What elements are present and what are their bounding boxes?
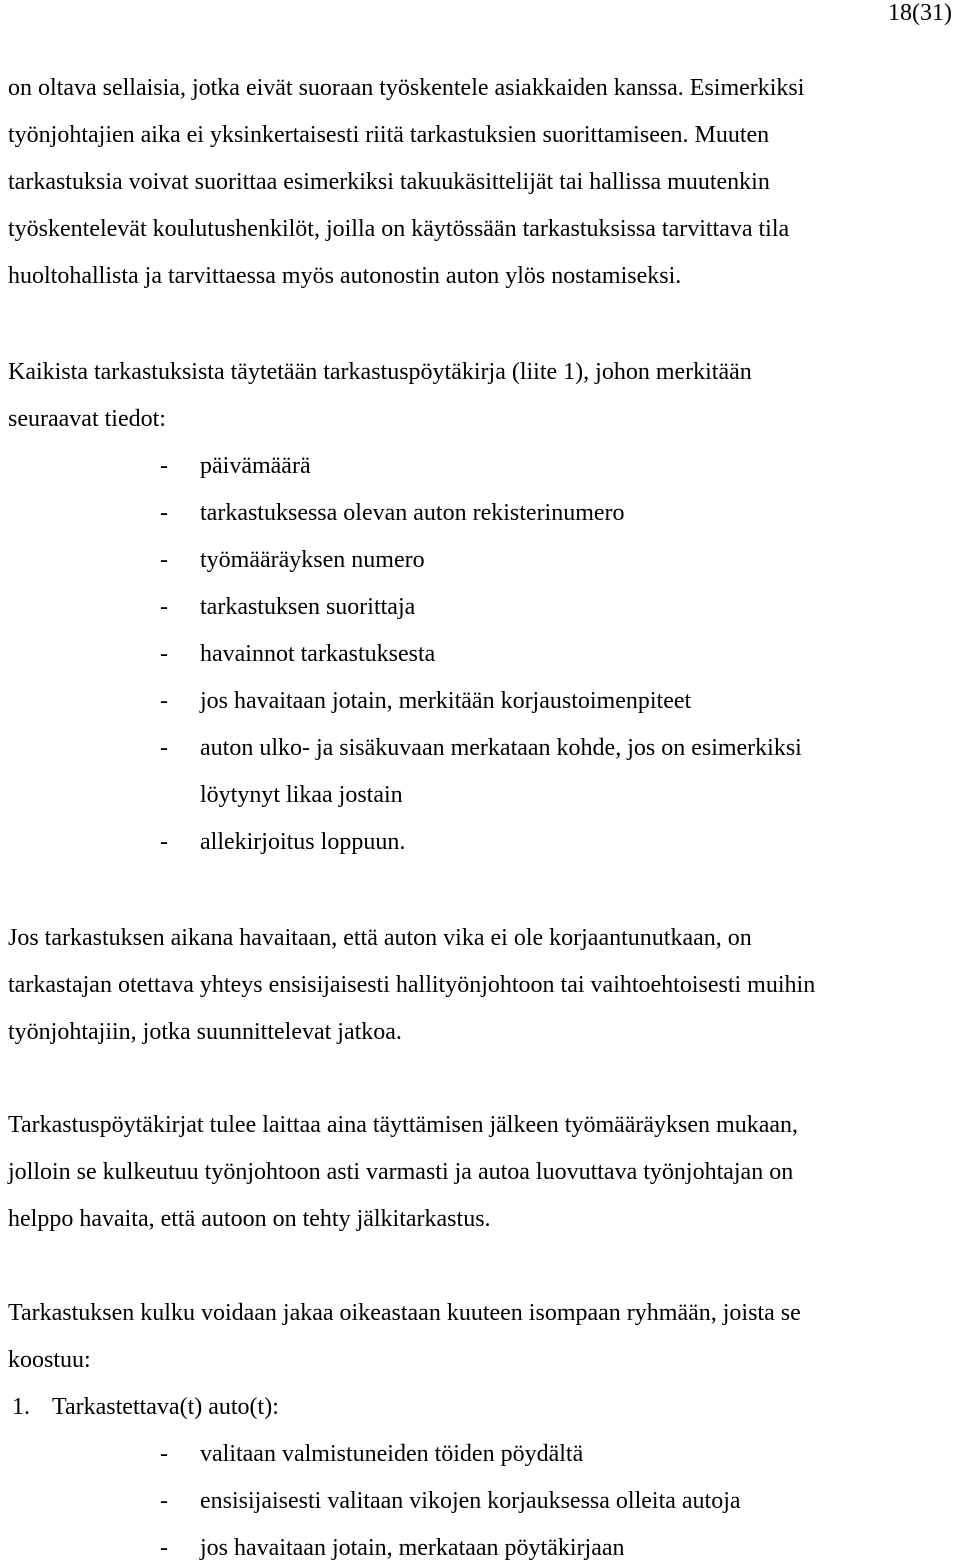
text-line: seuraavat tiedot: <box>8 406 166 432</box>
text-line: koostuu: <box>8 1347 91 1373</box>
list-item-text: havainnot tarkastuksesta <box>200 641 436 667</box>
list-item <box>160 592 415 622</box>
text-line: on oltava sellaisia, jotka eivät suoraan työskentele asiakkaiden kanssa. Esimerkiksi <box>8 75 805 101</box>
numbered-item-label: Tarkastettava(t) auto(t): <box>52 1394 279 1420</box>
text-line: työnjohtajiin, jotka suunnittelevat jatkoa. <box>8 1019 402 1045</box>
text-line: jolloin se kulkeutuu työnjohtoon asti varmasti ja autoa luovuttava työnjohtajan on <box>8 1159 794 1185</box>
list-item <box>160 827 405 857</box>
dash-marker: - <box>160 547 168 573</box>
numbered-list-item <box>12 1392 279 1422</box>
list-item <box>160 686 691 716</box>
text-line: Jos tarkastuksen aikana havaitaan, että auton vika ei ole korjaantunutkaan, on <box>8 925 752 951</box>
list-item-text: tarkastuksen suorittaja <box>200 594 416 620</box>
dash-marker: - <box>160 594 168 620</box>
dash-marker: - <box>160 735 168 761</box>
list-item-text: työmääräyksen numero <box>200 547 425 573</box>
list-item-text: auton ulko- ja sisäkuvaan merkataan kohde, jos on esimerkiksi <box>200 735 802 761</box>
text-line: Tarkastuspöytäkirjat tulee laittaa aina täyttämisen jälkeen työmääräyksen mukaan, <box>8 1112 799 1138</box>
dash-marker: - <box>160 641 168 667</box>
text-line: helppo havaita, että autoon on tehty jälkitarkastus. <box>8 1206 491 1232</box>
text-line: tarkastuksia voivat suorittaa esimerkiksi takuukäsittelijät tai hallissa muutenkin <box>8 169 770 195</box>
list-item <box>160 733 802 763</box>
page-number: 18(31) <box>888 0 952 26</box>
text-line: työskentelevät koulutushenkilöt, joilla on käytössään tarkastuksissa tarvittava tila <box>8 216 790 242</box>
dash-marker: - <box>160 1488 168 1514</box>
list-item <box>160 1439 583 1469</box>
list-item <box>160 451 311 481</box>
dash-marker: - <box>160 453 168 479</box>
dash-marker: - <box>160 829 168 855</box>
list-item-text: ensisijaisesti valitaan vikojen korjauksessa olleita autoja <box>200 1488 741 1514</box>
list-item <box>160 639 435 669</box>
text-line: huoltohallista ja tarvittaessa myös autonostin auton ylös nostamiseksi. <box>8 263 682 289</box>
list-item-continuation: löytynyt likaa jostain <box>200 782 403 808</box>
list-item-text: päivämäärä <box>200 453 311 479</box>
dash-marker: - <box>160 500 168 526</box>
list-item-text: jos havaitaan jotain, merkitään korjaustoimenpiteet <box>200 688 692 714</box>
list-number: 1. <box>12 1394 30 1420</box>
list-item <box>160 498 625 528</box>
list-item <box>160 1533 625 1563</box>
list-item-text: allekirjoitus loppuun. <box>200 829 406 855</box>
text-line: Tarkastuksen kulku voidaan jakaa oikeastaan kuuteen isompaan ryhmään, joista se <box>8 1300 801 1326</box>
dash-marker: - <box>160 688 168 714</box>
text-line: Kaikista tarkastuksista täytetään tarkastuspöytäkirja (liite 1), johon merkitään <box>8 359 752 385</box>
list-item-text: jos havaitaan jotain, merkataan pöytäkirjaan <box>200 1535 625 1561</box>
list-item-text: tarkastuksessa olevan auton rekisterinumero <box>200 500 625 526</box>
list-item <box>160 1486 741 1516</box>
list-item-text: valitaan valmistuneiden töiden pöydältä <box>200 1441 584 1467</box>
text-line: tarkastajan otettava yhteys ensisijaisesti hallityönjohtoon tai vaihtoehtoisesti muihin <box>8 972 816 998</box>
dash-marker: - <box>160 1441 168 1467</box>
dash-marker: - <box>160 1535 168 1561</box>
text-line: työnjohtajien aika ei yksinkertaisesti riitä tarkastuksien suorittamiseen. Muuten <box>8 122 770 148</box>
list-item <box>160 545 425 575</box>
